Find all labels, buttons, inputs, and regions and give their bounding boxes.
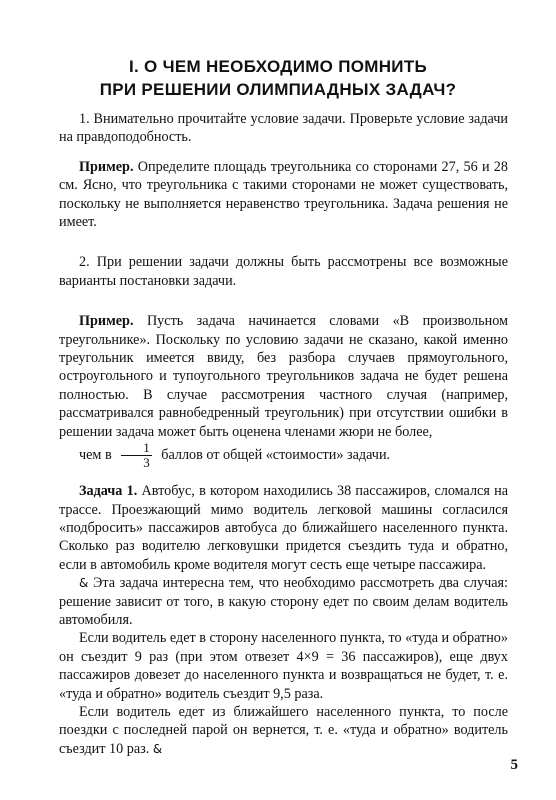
fraction-denominator: 3 [143, 455, 150, 471]
solution-end-marker: & [152, 741, 163, 756]
chapter-title-line-1: I. О ЧЕМ НЕОБХОДИМО ПОМНИТЬ [128, 57, 428, 76]
fraction-line [59, 441, 508, 471]
example-2-label: Пример. [79, 313, 134, 330]
rule-1: 1. Внимательно прочитайте условие задачи. Проверьте условие задачи на правдоподобность. [59, 111, 508, 146]
example-1-text: Определите площадь треугольника со сторонами 27, 56 и 28 см. Ясно, что треугольника с такими сторонами не может существовать, поскольку не выполняется неравенство треугольника. Задача решения не имеет. [59, 158, 508, 231]
solution-case-2 [59, 703, 508, 758]
task-1-text: Автобус, в котором находились 38 пассажиров, сломался на трассе. Проезжающий мимо водитель легковой машины согласился «подбросить» пассажиров автобуса до ближайшего населенного пункта. Сколько раз водителю легковушки придется съездить туда и обратно, если в автомобиль кроме водителя могут сесть еще четыре пассажира. [59, 483, 508, 573]
one-third-fraction [121, 441, 152, 470]
fraction-after: баллов от общей «стоимости» задачи. [161, 446, 391, 463]
example-2-text: Пусть задача начинается словами «В произвольном треугольнике». Поскольку по условию задачи не сказано, какой именно треугольник имеется ввиду, без разбора случаев прямоугольного, остроугольного и тупоугольного треугольников задача не будет решена полностью. В случае рассмотрения частного случая (например, рассматривался равнобедренный треугольник) при отсутствии ошибки в решении задача может быть оценена членами жюри не более, [59, 313, 508, 440]
solution-case-2-text: Если водитель едет из ближайшего населенного пункта, то после поездки с последней парой он вернется, т. е. «туда и обратно» водитель съездит 10 раз. [59, 703, 508, 757]
example-2 [59, 312, 508, 441]
example-1 [59, 158, 508, 232]
solution-intro [59, 574, 508, 629]
chapter-title-line-2: ПРИ РЕШЕНИИ ОЛИМПИАДНЫХ ЗАДАЧ? [99, 80, 457, 99]
example-1-label: Пример. [79, 158, 134, 175]
fraction-numerator: 1 [121, 441, 152, 456]
solution-case-1: Если водитель едет в сторону населенного пункта, то «туда и обратно» он съездит 9 раз (при этом отвезет 4×9 = 36 пассажиров), еще двух пассажиров довезет до населенного пункта и возвращаться не будет, т. е. «туда и обратно» водитель съездит 9,5 раза. [59, 630, 508, 702]
task-1-label: Задача 1. [79, 483, 138, 500]
fraction-before: чем в [79, 446, 112, 463]
solution-start-marker: & [79, 576, 89, 591]
body-text [59, 110, 508, 758]
task-1 [59, 482, 508, 574]
solution-intro-text: Эта задача интересна тем, что необходимо рассмотреть два случая: решение зависит от того, в какую сторону едет по своим делам водитель автомобиля. [59, 575, 508, 628]
page-number: 5 [510, 757, 518, 773]
rule-2: 2. При решении задачи должны быть рассмотрены все возможные варианты постановки задачи. [59, 254, 508, 289]
